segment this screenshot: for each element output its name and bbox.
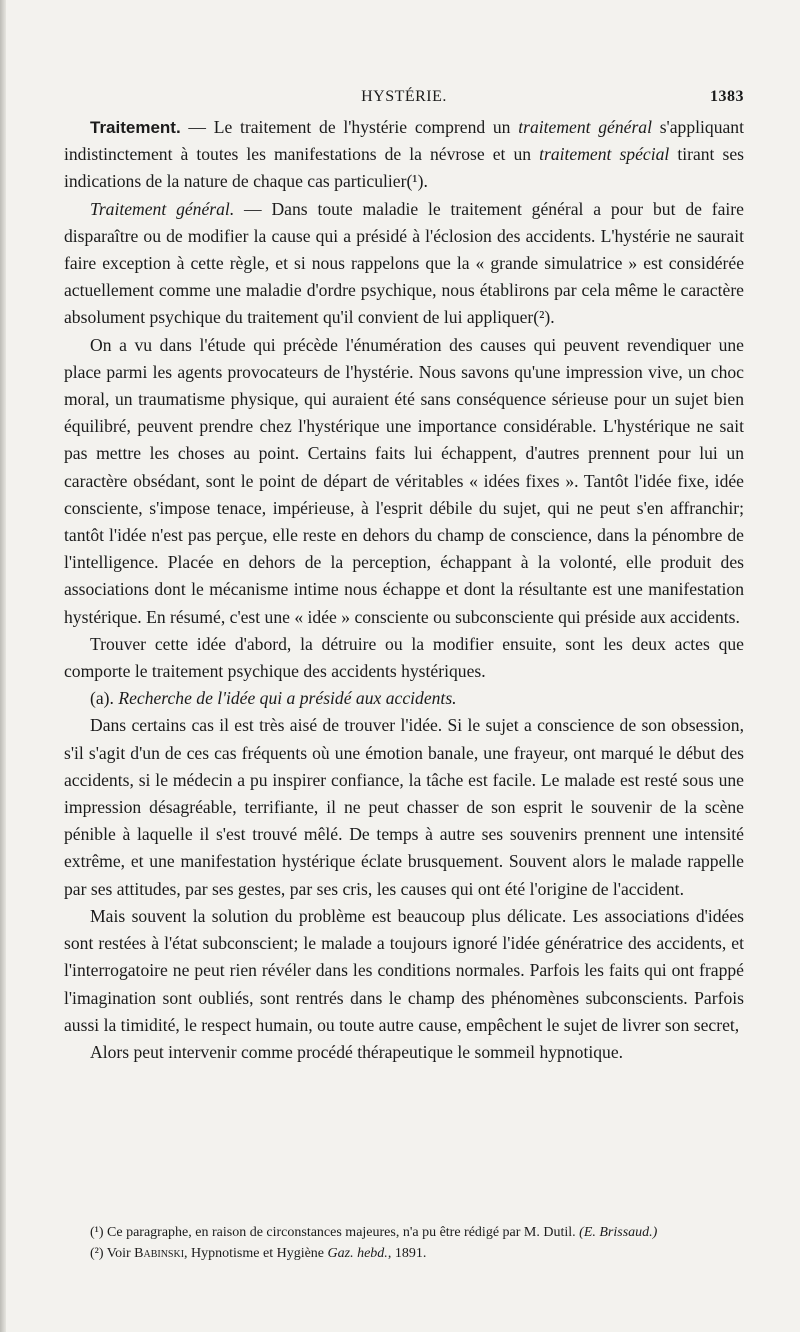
footnote-mark: (²): [90, 1246, 104, 1261]
footnote-1: [64, 1222, 744, 1243]
paragraph-traitement-general: [64, 196, 744, 332]
footnote-author: (E. Brissaud.): [579, 1225, 658, 1240]
body-text: [64, 114, 744, 1066]
footnote-ref[interactable]: (¹): [406, 171, 424, 192]
page-number: 1383: [710, 88, 744, 105]
text-run: tirant ses indications de la nature de chaque cas particulier: [64, 144, 744, 192]
footnotes: [64, 1222, 744, 1264]
paragraph-traitement: [64, 114, 744, 196]
subsection-heading: Traitement général.: [90, 198, 235, 219]
footnote-text: Voir: [103, 1246, 135, 1261]
paragraph: Alors peut intervenir comme procédé thérapeutique le sommeil hypnotique.: [90, 1041, 624, 1062]
paragraph: Dans certains cas il est très aisé de trouver l'idée. Si le sujet a conscience de son obsession, s'il s'agit d'un de ces cas fréquents où une émotion banale, une frayeur, ont marqué le début des accidents, si le médecin a pu inspirer confiance, la tâche est facile. Le malade est resté sous une impression désagréable, terrifiante, il ne peut chasser de son esprit le souvenir de la scène pénible à laquelle il s'est trouvé mêlé. De temps à autre ses souvenirs prennent une intensité extrême, et une manifestation hystérique éclate brusquement. Souvent alors le malade rappelle par ses attitudes, par ses gestes, par ses cris, les causes qui ont été l'origine de l'accident.: [64, 715, 744, 899]
text-run: — Dans toute maladie le traitement général a pour but de faire disparaître ou de modifier la cause qui a présidé à l'éclosion des accidents. L'hystérie ne saurait faire exception à cette règle, et si nous rappelons que la « grande simulatrice » est considérée actuellement comme une maladie d'ordre psychique, nous établirons par cela même le caractère absolument psychique du traitement qu'il convient de lui appliquer: [64, 198, 744, 328]
running-header: [64, 88, 744, 112]
journal-title: Gaz. hebd.: [327, 1246, 388, 1261]
footnote-mark: (¹): [90, 1225, 104, 1240]
footnote-2: [64, 1243, 744, 1264]
text-run: — Le traitement de l'hystérie comprend un: [180, 117, 519, 137]
footnote-text: , 1891.: [387, 1246, 427, 1261]
subsection-a: [64, 685, 744, 712]
cited-author: Babinski: [134, 1246, 185, 1261]
page-spine: [0, 0, 6, 1332]
text-run: .: [550, 307, 555, 328]
paragraph: Trouver cette idée d'abord, la détruire ou la modifier ensuite, sont les deux actes que comporte le traitement psychique des accidents hystériques.: [64, 633, 744, 682]
footnote-text: Ce paragraphe, en raison de circonstances majeures, n'a pu être rédigé par M. Dutil.: [103, 1225, 580, 1240]
subsection-heading: Recherche de l'idée qui a présidé aux accidents.: [118, 688, 457, 709]
subsection-label: (a).: [90, 688, 119, 709]
text-run: .: [423, 171, 428, 192]
emphasis: traitement général: [518, 117, 652, 137]
text-run: s'appliquant indistinctement à toutes les manifestations de la névrose et un: [64, 117, 744, 165]
paragraph: Mais souvent la solution du problème est beaucoup plus délicate. Les associations d'idées sont restées à l'état subconscient; le malade a toujours ignoré l'idée génératrice des accidents, et l'interrogatoire ne peut rien révéler dans les conditions normales. Parfois les faits qui ont frappé l'imagination sont oubliés, sont rentrés dans le champ des phénomènes subconscients. Parfois aussi la timidité, le respect humain, ou toute autre cause, empêchent le sujet de livrer son secret,: [64, 905, 744, 1035]
footnote-text: , Hypnotisme et Hygiène: [184, 1246, 328, 1261]
paragraph: On a vu dans l'étude qui précède l'énumération des causes qui peuvent revendiquer une place parmi les agents provocateurs de l'hystérie. Nous savons qu'une impression vive, un choc moral, un traumatisme physique, qui auraient été sans conséquence sérieuse pour un sujet bien équilibré, peuvent prendre chez l'hystérique une importance considérable. L'hystérique ne sait pas mettre les choses au point. Certains faits lui échappent, d'autres prennent pour lui un caractère obsédant, sont le point de départ de véritables « idées fixes ». Tantôt l'idée fixe, idée consciente, s'impose tenace, impérieuse, à l'esprit débile du sujet, qui ne peut s'en affranchir; tantôt l'idée n'est pas perçue, elle reste en dehors du champ de conscience, dans la pénombre de l'intelligence. Placée en dehors de la perception, échappant à la volonté, elle produit des associations dont le mécanisme intime nous échappe et dont la résultante est une manifestation hystérique. En résumé, c'est une « idée » consciente ou subconsciente qui préside aux accidents.: [64, 334, 744, 627]
running-title: HYSTÉRIE.: [361, 88, 447, 105]
footnote-ref[interactable]: (²): [533, 307, 551, 328]
section-heading: Traitement.: [90, 118, 181, 137]
emphasis: traitement spécial: [539, 144, 670, 165]
